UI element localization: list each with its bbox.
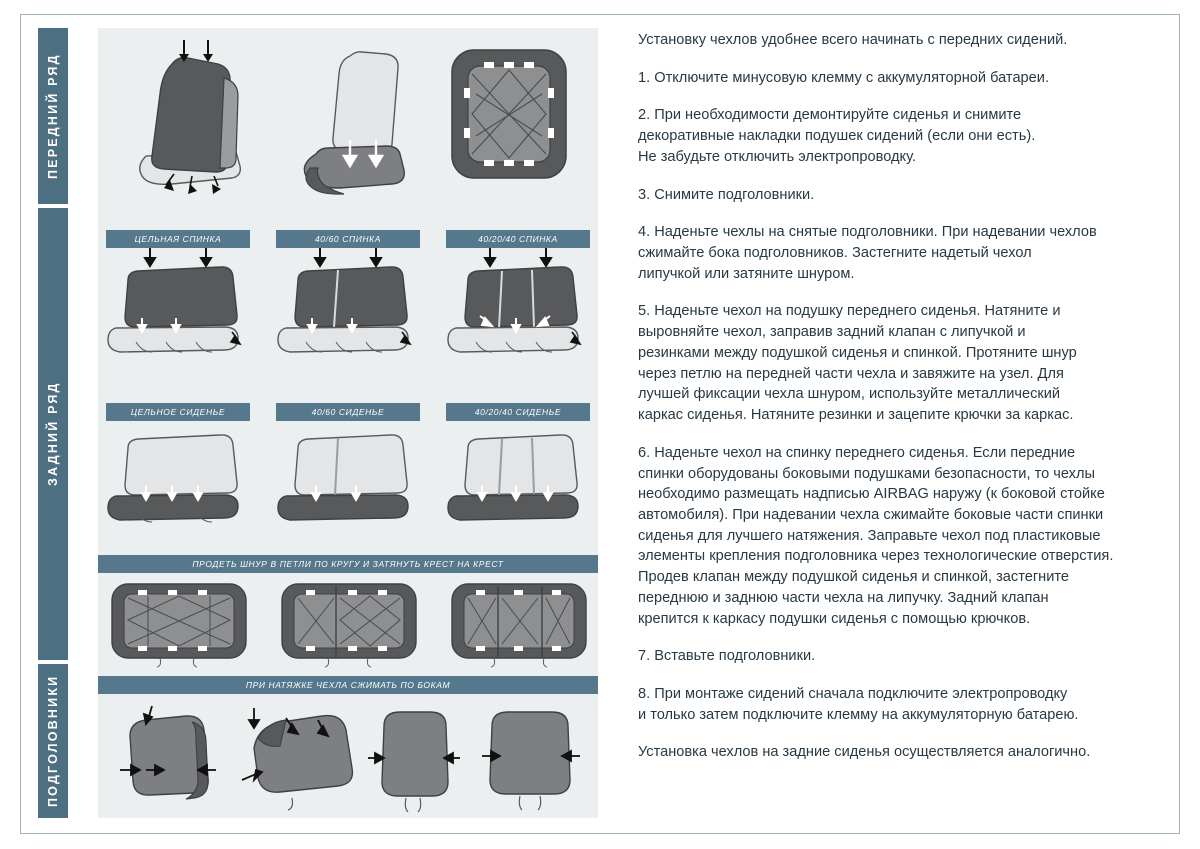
instruction-step-7	[638, 646, 1178, 667]
instruction-step-6-line-2: спинки оборудованы боковыми подушками безопасности, то чехлы	[638, 465, 1095, 482]
headrest-side-illustration	[112, 702, 222, 814]
instruction-step-6-line-4: автомобиля). При надевании чехла сжимайте боковые части спинки	[638, 506, 1104, 523]
instruction-step-1-text: 1. Отключите минусовую клемму с аккумуляторной батареи.	[638, 69, 1049, 86]
caption-seat-40-20-40: 40/20/40 СИДЕНЬЕ	[446, 403, 590, 421]
front-row-illustrations	[98, 28, 598, 204]
caption-back-40-20-40: 40/20/40 СПИНКА	[446, 230, 590, 248]
instruction-step-4-line-2: сжимайте бока подголовников. Застегните надетый чехол	[638, 245, 1032, 262]
instruction-outro-text: Установка чехлов на задние сиденья осуществляется аналогично.	[638, 744, 1091, 761]
instruction-step-5-line-3: резинками между подушкой сиденья и спинкой. Протяните шнур	[638, 344, 1077, 361]
instruction-step-5	[638, 301, 1178, 425]
rear-backrest-illustrations	[98, 256, 598, 356]
instruction-outro	[638, 742, 1178, 763]
instruction-step-6-line-1: 6. Наденьте чехол на спинку переднего сиденья. Если передние	[638, 444, 1076, 461]
instruction-step-6-line-6: элементы крепления подголовника через технологические отверстия.	[638, 548, 1114, 565]
rear-seat-40-20-40-illustration	[446, 428, 596, 538]
rear-back-40-20-40-illustration	[446, 246, 596, 371]
headrest-narrow-illustration	[366, 704, 462, 814]
headrest-front-illustration	[234, 702, 354, 814]
instruction-step-4	[638, 222, 1178, 284]
instruction-step-1	[638, 68, 1178, 89]
instruction-step-4-line-1: 4. Наденьте чехлы на снятые подголовники. При надевании чехлов	[638, 224, 1097, 241]
instruction-step-6-line-3: необходимо размещать надписью AIRBAG наружу (к боковой стойке	[638, 486, 1105, 503]
instruction-intro-text: Установку чехлов удобнее всего начинать с передних сидений.	[638, 32, 1068, 48]
diagram-column	[38, 28, 598, 818]
instruction-step-6-line-8: переднюю и заднюю части чехла на липучку. Задний клапан	[638, 589, 1049, 606]
instructions-column	[638, 30, 1178, 780]
instruction-step-6-line-5: сиденья для лучшего натяжения. Заправьте чехол под пластиковые	[638, 527, 1101, 544]
instruction-step-6-line-9: крепится к каркасу подушки сиденья с помощью крючков.	[638, 610, 1031, 627]
caption-back-40-60: 40/60 СПИНКА	[276, 230, 420, 248]
headrest-illustrations	[98, 700, 598, 818]
caption-seat-40-60: 40/60 СИДЕНЬЕ	[276, 403, 420, 421]
instruction-step-5-line-4: через петлю на передней части чехла и завяжите на узел. Для	[638, 365, 1064, 382]
instruction-step-2-line-3: Не забудьте отключить электропроводку.	[638, 148, 916, 165]
instruction-step-5-line-5: лучшей фиксации чехла шнуром, используйте металлический	[638, 386, 1061, 403]
caption-back-solid: ЦЕЛЬНАЯ СПИНКА	[106, 230, 250, 248]
instruction-step-3-text: 3. Снимите подголовники.	[638, 186, 815, 203]
instruction-intro	[638, 30, 1178, 51]
rear-seat-solid-illustration	[106, 428, 256, 538]
instruction-step-6	[638, 443, 1178, 629]
instruction-step-2-line-1: 2. При необходимости демонтируйте сиденья и снимите	[638, 107, 1022, 124]
instruction-step-5-line-2: выровняйте чехол, заправив задний клапан с липучкой и	[638, 324, 1026, 341]
rear-back-solid-illustration	[106, 246, 256, 371]
cord-net-illustrations	[98, 580, 598, 670]
rear-seat-illustrations	[98, 426, 598, 526]
caption-cord-cross: ПРОДЕТЬ ШНУР В ПЕТЛИ ПО КРУГУ И ЗАТЯНУТЬ КРЕСТ НА КРЕСТ	[98, 555, 598, 573]
front-cover-underside-illustration	[446, 44, 572, 190]
instruction-step-2	[638, 105, 1178, 167]
headrest-wide-illustration	[476, 704, 586, 814]
instruction-step-3	[638, 185, 1178, 206]
instruction-step-5-line-6: каркас сиденья. Натяните резинки и зацепите крючки за каркас.	[638, 407, 1074, 424]
instruction-step-7-text: 7. Вставьте подголовники.	[638, 648, 816, 665]
instruction-step-5-line-1: 5. Наденьте чехол на подушку переднего сиденья. Натяните и	[638, 303, 1061, 320]
instruction-step-8	[638, 684, 1178, 725]
section-label-front-row: ПЕРЕДНИЙ РЯД	[38, 28, 68, 204]
caption-squeeze-sides: ПРИ НАТЯЖКЕ ЧЕХЛА СЖИМАТЬ ПО БОКАМ	[98, 676, 598, 694]
illustrations-panel	[98, 28, 598, 818]
instruction-step-8-line-1: 8. При монтаже сидений сначала подключите электропроводку	[638, 685, 1068, 702]
front-cushion-illustration	[288, 42, 438, 197]
instruction-step-6-line-7: Продев клапан между подушкой сиденья и спинкой, застегните	[638, 569, 1070, 586]
front-backrest-illustration	[128, 38, 278, 198]
cord-net-solid-illustration	[108, 580, 250, 668]
rear-back-40-60-illustration	[276, 246, 426, 371]
rear-seat-40-60-illustration	[276, 428, 426, 538]
section-label-rear-row: ЗАДНИЙ РЯД	[38, 208, 68, 660]
caption-seat-solid: ЦЕЛЬНОЕ СИДЕНЬЕ	[106, 403, 250, 421]
cord-net-40-60-illustration	[278, 580, 420, 668]
section-label-headrests: ПОДГОЛОВНИКИ	[38, 664, 68, 818]
cord-net-40-20-40-illustration	[448, 580, 590, 668]
instruction-step-2-line-2: декоративные накладки подушек сидений (если они есть).	[638, 128, 1036, 145]
instruction-step-4-line-3: липучкой или затяните шнуром.	[638, 265, 855, 282]
instruction-step-8-line-2: и только затем подключите клемму на аккумуляторную батарею.	[638, 706, 1079, 723]
